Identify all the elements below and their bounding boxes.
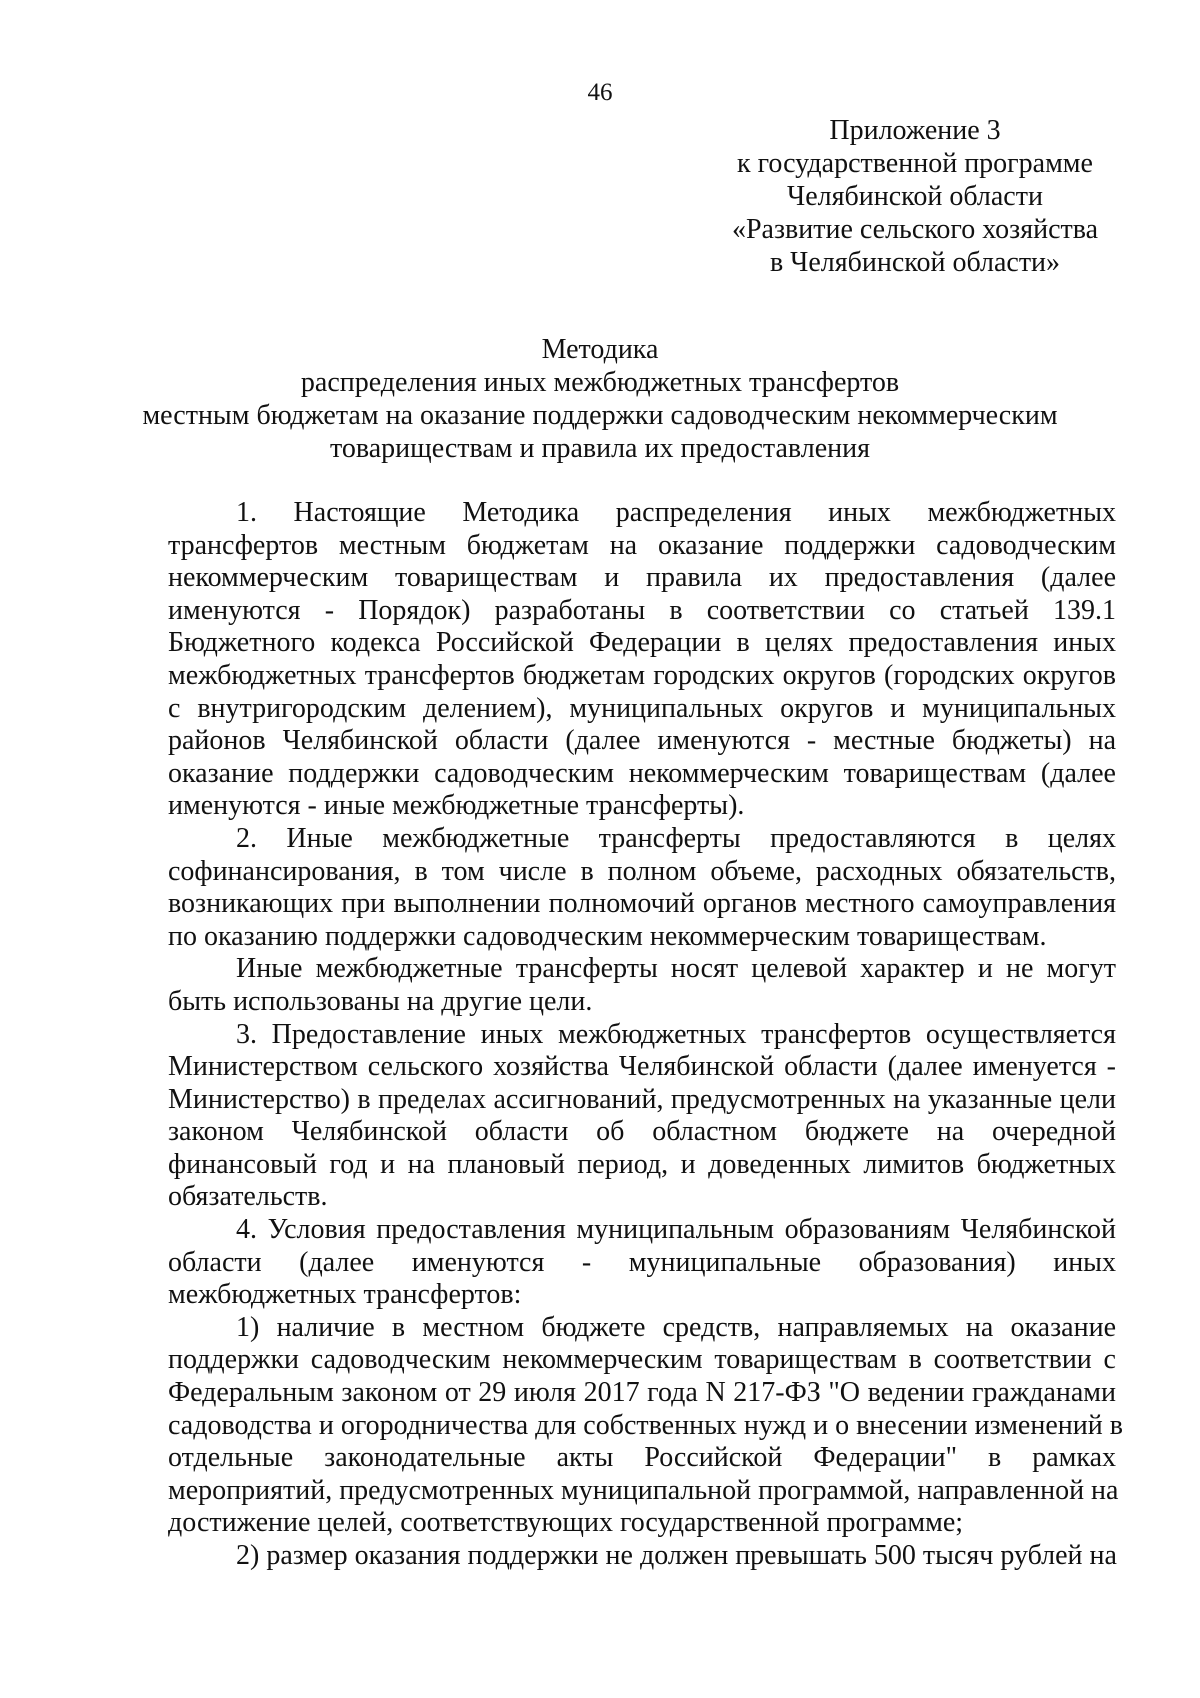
paragraph-line: Федеральным законом от 29 июля 2017 года N 217-ФЗ "О ведении гражданами (168, 1377, 1116, 1409)
page-number: 46 (587, 79, 613, 106)
title-line: распределения иных межбюджетных трансфертов (300, 367, 900, 398)
paragraph (168, 953, 1116, 1018)
paragraph-line: 2. Иные межбюджетные трансферты предоставляются в целях (236, 822, 1116, 854)
paragraph-line: законом Челябинской области об областном бюджете на очередной (168, 1116, 1116, 1148)
paragraph-line: Министерством сельского хозяйства Челябинской области (далее именуется - (168, 1051, 1116, 1083)
paragraph-line: именуются - иные межбюджетные трансферты). (168, 790, 745, 822)
paragraph-line: садоводства и огородничества для собственных нужд и о внесении изменений в (168, 1409, 1123, 1441)
paragraph-line: районов Челябинской области (далее именуются - местные бюджеты) на (168, 725, 1116, 757)
paragraph-line: именуются - Порядок) разработаны в соответствии со статьей 139.1 (168, 594, 1116, 626)
title-line: местным бюджетам на оказание поддержки садоводческим некоммерческим (142, 400, 1058, 431)
paragraph-line: отдельные законодательные акты Российской Федерации" в рамках (168, 1442, 1116, 1474)
paragraph (168, 1019, 1116, 1215)
paragraph-line: области (далее именуются - муниципальные образования) иных (168, 1246, 1116, 1278)
paragraph-line: Бюджетного кодекса Российской Федерации в целях предоставления иных (168, 627, 1116, 659)
paragraph (168, 1214, 1116, 1312)
paragraph-line: некоммерческим товариществам и правила их предоставления (далее (168, 562, 1116, 594)
paragraph-line: 3. Предоставление иных межбюджетных трансфертов осуществляется (236, 1018, 1116, 1050)
appendix-header (700, 114, 1130, 279)
document-body (168, 497, 1123, 1573)
paragraph-line: межбюджетных трансфертов бюджетам городских округов (городских округов (168, 659, 1116, 691)
paragraph-line: Министерство) в пределах ассигнований, предусмотренных на указанные цели (168, 1083, 1116, 1115)
paragraph-line: оказание поддержки садоводческим некоммерческим товариществам (далее (168, 757, 1116, 789)
paragraph-line: 4. Условия предоставления муниципальным образованиям Челябинской (236, 1214, 1116, 1246)
appendix-line: к государственной программе (737, 148, 1093, 179)
paragraph-line: трансфертов местным бюджетам на оказание поддержки садоводческим (168, 529, 1116, 561)
paragraph-line: Иные межбюджетные трансферты носят целевой характер и не могут (236, 953, 1116, 985)
paragraph-line: финансовый год и на плановый период, и доведенных лимитов бюджетных (168, 1148, 1116, 1180)
paragraph-line: возникающих при выполнении полномочий органов местного самоуправления (168, 888, 1116, 920)
paragraph-line: быть использованы на другие цели. (168, 985, 593, 1017)
appendix-line: в Челябинской области» (769, 247, 1061, 278)
paragraph-line: по оказанию поддержки садоводческим некоммерческим товариществам. (168, 920, 1047, 952)
paragraph (168, 1311, 1123, 1540)
paragraph-line: межбюджетных трансфертов: (168, 1279, 522, 1311)
paragraph-line: мероприятий, предусмотренных муниципальной программой, направленной на (168, 1474, 1119, 1506)
paragraph-line: с внутригородским делением), муниципальных округов и муниципальных (168, 692, 1116, 724)
appendix-line: Приложение 3 (829, 115, 1001, 146)
title-line: товариществам и правила их предоставления (330, 433, 870, 464)
appendix-line: Челябинской области (787, 181, 1043, 212)
paragraph (168, 1540, 1116, 1573)
document-title (100, 333, 1100, 465)
paragraph-line: 2) размер оказания поддержки не должен превышать 500 тысяч рублей на (236, 1540, 1117, 1571)
paragraph-line: достижение целей, соответствующих государственной программе; (168, 1507, 964, 1539)
appendix-line: «Развитие сельского хозяйства (731, 214, 1099, 245)
paragraph-line: поддержки садоводческим некоммерческим товариществам в соответствии с (168, 1344, 1116, 1376)
paragraph-line: обязательств. (168, 1181, 328, 1213)
paragraph-line: 1. Настоящие Методика распределения иных межбюджетных (236, 497, 1116, 528)
paragraph-line: 1) наличие в местном бюджете средств, направляемых на оказание (236, 1311, 1116, 1343)
paragraph-line: софинансирования, в том числе в полном объеме, расходных обязательств, (168, 855, 1116, 887)
paragraph (168, 823, 1116, 953)
paragraph (168, 497, 1116, 823)
title-line: Методика (541, 334, 659, 365)
